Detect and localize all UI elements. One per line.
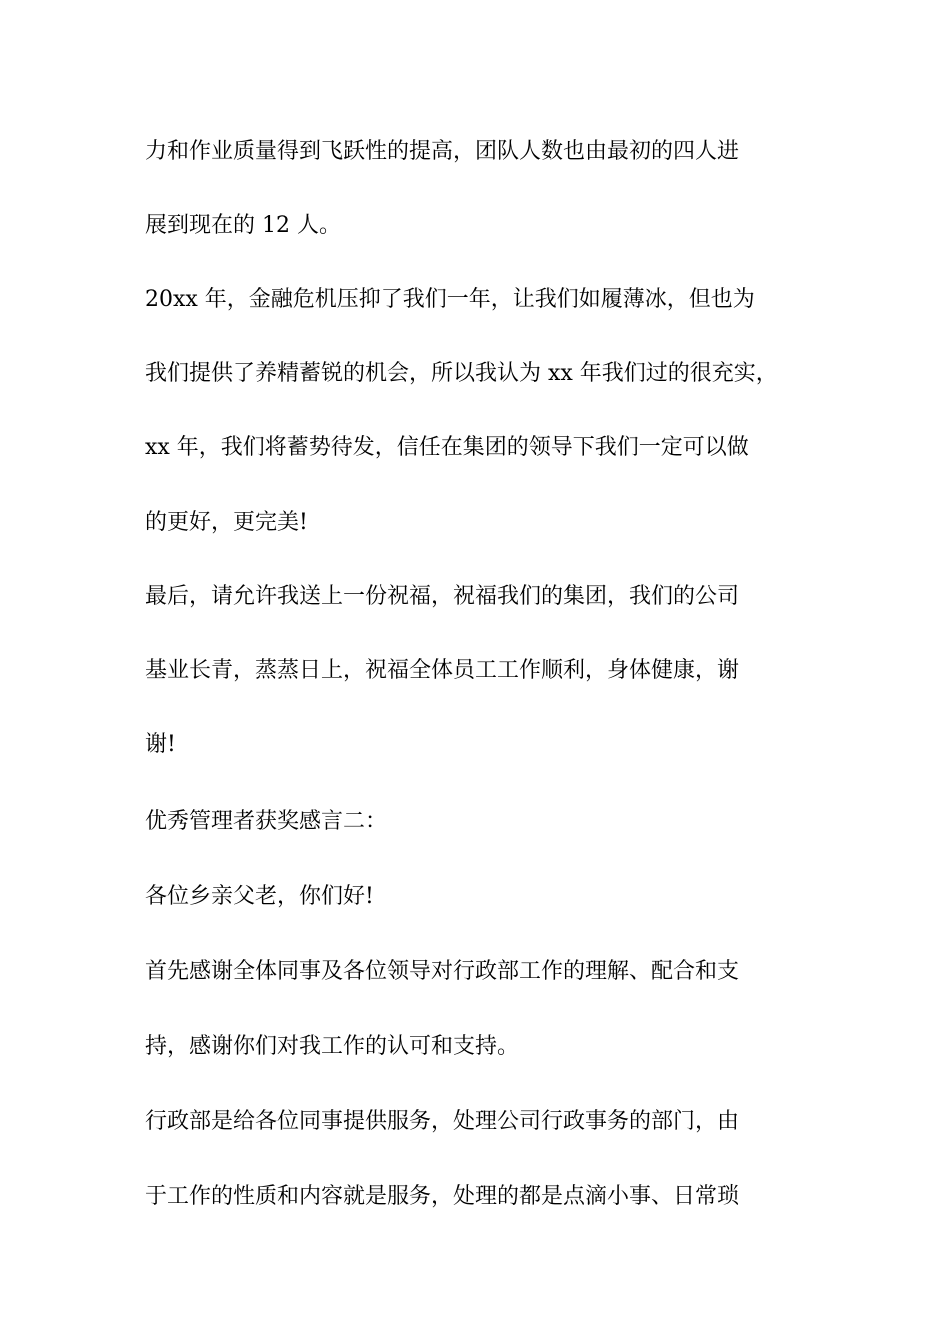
body-line: 展到现在的 12 人。 xyxy=(145,213,341,238)
section-heading: 优秀管理者获奖感言二： xyxy=(145,809,388,834)
body-line: 谢! xyxy=(145,732,176,757)
body-line: 20xx 年，金融危机压抑了我们一年，让我们如履薄冰，但也为 xyxy=(145,287,755,312)
body-line: 行政部是给各位同事提供服务，处理公司行政事务的部门，由 xyxy=(145,1109,740,1134)
body-line: 首先感谢全体同事及各位领导对行政部工作的理解、配合和支 xyxy=(145,959,740,984)
body-line: xx 年，我们将蓄势待发，信任在集团的领导下我们一定可以做 xyxy=(145,435,749,460)
body-line: 于工作的性质和内容就是服务，处理的都是点滴小事、日常琐 xyxy=(145,1184,740,1209)
body-line: 我们提供了养精蓄锐的机会，所以我认为 xx 年我们过的很充实， xyxy=(145,361,778,386)
salutation-line: 各位乡亲父老，你们好! xyxy=(145,884,374,909)
body-line: 持，感谢你们对我工作的认可和支持。 xyxy=(145,1034,520,1059)
body-line: 最后，请允许我送上一份祝福，祝福我们的集团，我们的公司 xyxy=(145,584,740,609)
body-line: 力和作业质量得到飞跃性的提高，团队人数也由最初的四人进 xyxy=(145,139,740,164)
body-line: 的更好，更完美! xyxy=(145,510,308,535)
body-line: 基业长青，蒸蒸日上，祝福全体员工工作顺利，身体健康，谢 xyxy=(145,658,740,683)
